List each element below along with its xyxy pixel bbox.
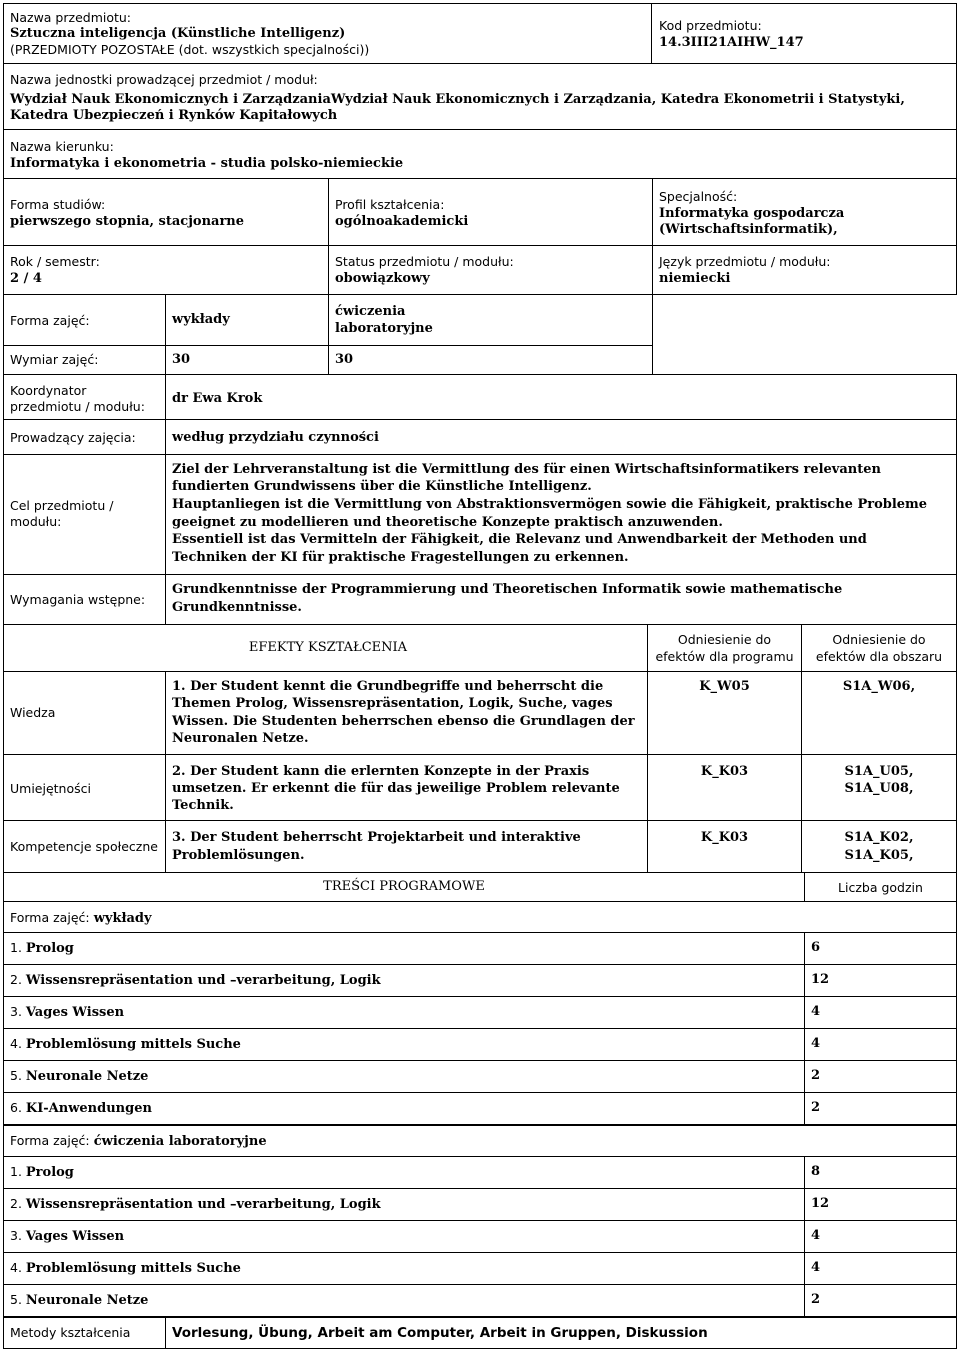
outcome-area: S1A_W06, <box>842 679 916 694</box>
form-label: Forma zajęć: <box>10 910 90 925</box>
hours-label: Wymiar zajęć: <box>10 352 99 367</box>
req-line2: Grundkenntnisse. <box>172 600 302 615</box>
spec-value2: (Wirtschaftsinformatik), <box>659 222 838 237</box>
content-row-hours-cell <box>804 1220 957 1253</box>
content-item-hours: 8 <box>811 1164 821 1179</box>
content-item-number: 1. <box>10 1164 26 1179</box>
form-label: Forma zajęć: <box>10 1133 90 1148</box>
lab-title: ćwiczenia laboratoryjne <box>93 1134 267 1149</box>
content-item-number: 4. <box>10 1260 26 1275</box>
outcome-line: Technik. <box>172 798 234 813</box>
content-row-hours-cell <box>804 1252 957 1285</box>
content-item-title: Neuronale Netze <box>25 1069 149 1084</box>
teacher-label: Prowadzący zajęcia: <box>10 430 136 445</box>
area-header1: Odniesienie do <box>832 632 926 647</box>
content-item-hours: 2 <box>811 1068 821 1083</box>
year-label: Rok / semestr: <box>10 254 100 269</box>
unit-line2: Katedra Ubezpieczeń i Rynków Kapitałowych <box>10 108 338 123</box>
content-item-hours: 4 <box>811 1260 821 1275</box>
hours-header: Liczba godzin <box>838 880 923 895</box>
lecture-hours: 30 <box>172 352 191 367</box>
lecture-section-title <box>10 910 152 927</box>
content-item <box>10 1292 148 1309</box>
content-item-number: 6. <box>10 1100 26 1115</box>
content-item <box>10 1164 74 1181</box>
content-row-hours-cell <box>804 1028 957 1061</box>
outcome-area: S1A_U05, <box>844 764 914 779</box>
outcome-line: Neuronalen Netze. <box>172 731 309 746</box>
outcome-row <box>801 820 957 873</box>
outcome-line: Problemlösungen. <box>172 848 305 863</box>
content-row-hours-cell <box>804 1060 957 1093</box>
status-label: Status przedmiotu / modułu: <box>335 254 514 269</box>
goal-line: fundierten Grundwissens über die Künstliche Intelligenz. <box>172 479 592 494</box>
lecture-title: wykłady <box>93 911 152 926</box>
lab-box <box>328 294 653 346</box>
content-item-hours: 4 <box>811 1036 821 1051</box>
content-item-title: KI-Anwendungen <box>25 1101 152 1116</box>
lang-label: Język przedmiotu / modułu: <box>659 254 831 269</box>
form-label: Forma studiów: <box>10 197 106 212</box>
subject-label: Nazwa przedmiotu: <box>10 10 132 25</box>
unit-line1: Wydział Nauk Ekonomicznych i ZarządzaniaWydział Nauk Ekonomicznych i Zarządzania, Katedra Ekonometrii i Statystyki, <box>10 92 905 107</box>
outcome-area: S1A_K05, <box>844 848 914 863</box>
outcome-area: S1A_U08, <box>844 781 914 796</box>
coord-value: dr Ewa Krok <box>172 391 263 406</box>
req-line1: Grundkenntnisse der Programmierung und Theoretischen Informatik sowie mathematische <box>172 582 843 597</box>
outcome-line: Wissen. Die Studenten beherrschen ebenso die Grundlagen der <box>172 714 635 729</box>
outcome-line: Themen Prolog, Wissensrepräsentation, Logik, Suche, vages <box>172 696 613 711</box>
content-item-number: 3. <box>10 1004 26 1019</box>
outcomes-header: EFEKTY KSZTAŁCENIA <box>248 640 408 655</box>
coord-value-box <box>165 374 957 420</box>
lab-type-line2: laboratoryjne <box>335 321 433 336</box>
content-item-hours: 6 <box>811 940 821 955</box>
content-item-number: 4. <box>10 1036 26 1051</box>
content-item-hours: 12 <box>811 1196 830 1211</box>
outcome-line: 1. Der Student kennt die Grundbegriffe und beherrscht die <box>172 679 604 694</box>
methods-value: Vorlesung, Übung, Arbeit am Computer, Arbeit in Gruppen, Diskussion <box>172 1325 708 1341</box>
profile-label: Profil kształcenia: <box>335 197 445 212</box>
content-item <box>10 1004 124 1021</box>
content-item-title: Wissensrepräsentation und –verarbeitung, Logik <box>25 973 381 988</box>
profile-value: ogólnoakademicki <box>335 214 469 229</box>
code-value: 14.3III21AIHW_147 <box>659 35 804 50</box>
content-item-hours: 4 <box>811 1228 821 1243</box>
content-item <box>10 972 381 989</box>
outcome-category: Wiedza <box>10 705 56 720</box>
content-item-number: 2. <box>10 972 26 987</box>
content-item-number: 5. <box>10 1292 26 1307</box>
content-item-number: 3. <box>10 1228 26 1243</box>
content-row <box>3 932 805 965</box>
content-item-title: Prolog <box>25 1165 74 1180</box>
lab-type-line1: ćwiczenia <box>335 304 406 319</box>
lab-hours-box <box>328 345 653 375</box>
content-row-hours-cell <box>804 1092 957 1125</box>
goal-line: Techniken der KI für praktische Fragestellungen zu erkennen. <box>172 550 629 565</box>
code-label: Kod przedmiotu: <box>659 18 762 33</box>
content-row-hours-cell <box>804 932 957 965</box>
status-value: obowiązkowy <box>335 271 430 286</box>
outcome-row <box>165 820 648 873</box>
content-item-hours: 4 <box>811 1004 821 1019</box>
goal-line: geeignet zu modellieren und theoretische Konzepte praktisch anzuwenden. <box>172 515 723 530</box>
content-item-title: Prolog <box>25 941 74 956</box>
outcome-area: S1A_K02, <box>844 830 914 845</box>
outcome-category: Umiejętności <box>10 781 91 796</box>
goal-line: Hauptanliegen ist die Vermittlung von Abstraktionsvermögen sowie die Fähigkeit, praktische Probleme <box>172 497 928 512</box>
content-item-title: Problemlösung mittels Suche <box>25 1261 241 1276</box>
lang-value: niemiecki <box>659 271 731 286</box>
coord-label1: Koordynator <box>10 383 87 398</box>
content-item <box>10 1228 124 1245</box>
content-item-hours: 12 <box>811 972 830 987</box>
methods-label: Metody kształcenia <box>10 1325 131 1340</box>
content-item <box>10 1100 152 1117</box>
spec-value1: Informatyka gospodarcza <box>659 206 845 221</box>
goal-line: Essentiell ist das Vermitteln der Fähigkeit, die Relevanz und Anwendbarkeit der Methoden und <box>172 532 867 547</box>
content-item-title: Neuronale Netze <box>25 1293 149 1308</box>
outcome-program: K_W05 <box>699 679 750 694</box>
goal-label2: modułu: <box>10 514 62 529</box>
content-item-number: 5. <box>10 1068 26 1083</box>
lab-hours: 30 <box>335 352 354 367</box>
year-value: 2 / 4 <box>10 271 42 286</box>
outcome-program: K_K03 <box>700 764 749 779</box>
content-row-hours-cell <box>804 996 957 1029</box>
area-header2: efektów dla obszaru <box>815 649 943 664</box>
teacher-value: według przydziału czynności <box>172 430 379 445</box>
field-label: Nazwa kierunku: <box>10 139 114 154</box>
goal-label1: Cel przedmiotu / <box>10 498 114 513</box>
outcome-category: Kompetencje społeczne <box>10 839 158 854</box>
goal-line: Ziel der Lehrveranstaltung ist die Vermittlung des für einen Wirtschaftsinformatikers relevanten <box>172 462 881 477</box>
outcome-program: K_K03 <box>700 830 749 845</box>
spec-label: Specjalność: <box>659 189 738 204</box>
coord-label2: przedmiotu / modułu: <box>10 399 145 414</box>
content-item-title: Vages Wissen <box>25 1229 125 1244</box>
prog-header2: efektów dla programu <box>655 649 794 664</box>
classes-form-label: Forma zajęć: <box>10 313 90 328</box>
content-item <box>10 1196 381 1213</box>
content-row-hours-cell <box>804 1284 957 1317</box>
outcome-row <box>647 820 802 873</box>
content-header: TREŚCI PROGRAMOWE <box>323 879 485 894</box>
outcome-line: 3. Der Student beherrscht Projektarbeit und interaktive <box>172 830 581 845</box>
content-item <box>10 1068 148 1085</box>
lab-section-title <box>10 1133 267 1150</box>
req-label: Wymagania wstępne: <box>10 592 146 607</box>
content-item <box>10 1260 241 1277</box>
outcome-line: umsetzen. Er erkennt die für das jeweilige Problem relevante <box>172 781 620 796</box>
field-value: Informatyka i ekonometria - studia polsko-niemieckie <box>10 156 404 171</box>
content-row-hours-cell <box>804 1156 957 1189</box>
lecture-type: wykłady <box>172 312 230 327</box>
prog-header1: Odniesienie do <box>677 632 772 647</box>
content-item-title: Wissensrepräsentation und –verarbeitung, Logik <box>25 1197 381 1212</box>
lang-box <box>652 245 957 295</box>
content-row <box>3 1156 805 1189</box>
content-item-number: 2. <box>10 1196 26 1211</box>
content-item-title: Vages Wissen <box>25 1005 125 1020</box>
content-item-hours: 2 <box>811 1100 821 1115</box>
content-item-title: Problemlösung mittels Suche <box>25 1037 241 1052</box>
content-item-hours: 2 <box>811 1292 821 1307</box>
content-item <box>10 1036 241 1053</box>
year-box <box>3 245 329 295</box>
outcome-line: 2. Der Student kann die erlernten Konzepte in der Praxis <box>172 764 590 779</box>
unit-label: Nazwa jednostki prowadzącej przedmiot / moduł: <box>10 72 318 87</box>
subject-group: (PRZEDMIOTY POZOSTAŁE (dot. wszystkich specjalności)) <box>10 42 370 57</box>
content-item-number: 1. <box>10 940 26 955</box>
form-value: pierwszego stopnia, stacjonarne <box>10 214 245 229</box>
content-item <box>10 940 74 957</box>
subject-name: Sztuczna inteligencja (Künstliche Intelligenz) <box>10 26 346 41</box>
status-box <box>328 245 653 295</box>
